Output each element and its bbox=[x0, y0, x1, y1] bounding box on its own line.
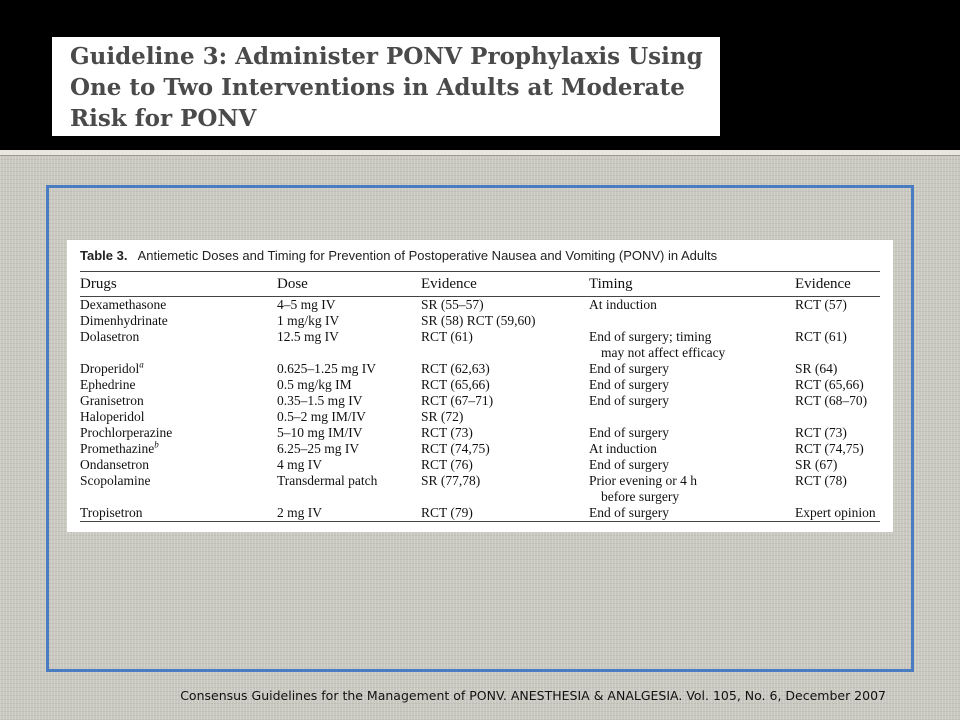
cell-drug bbox=[80, 329, 277, 361]
table-row bbox=[80, 409, 880, 425]
table-row bbox=[80, 505, 880, 522]
cell-timing bbox=[589, 393, 795, 409]
cell-dose: 0.5 mg/kg IM bbox=[277, 377, 352, 392]
cell-drug bbox=[80, 441, 277, 457]
band-divider bbox=[0, 150, 960, 156]
cell-drug bbox=[80, 377, 277, 393]
timing-text: End of surgery bbox=[589, 393, 669, 408]
drug-name: Scopolamine bbox=[80, 473, 151, 488]
heading-line-1: Guideline 3: Administer PONV Prophylaxis Using bbox=[70, 43, 703, 70]
cell-dose: 1 mg/kg IV bbox=[277, 313, 340, 328]
table-body bbox=[80, 297, 880, 522]
cell-timing bbox=[589, 441, 795, 457]
drug-name: Prochlorperazine bbox=[80, 425, 173, 440]
cell-evidence-dose: RCT (76) bbox=[421, 457, 473, 472]
cell-evidence-timing: RCT (65,66) bbox=[795, 377, 864, 392]
drug-name: Tropisetron bbox=[80, 505, 143, 520]
cell-drug bbox=[80, 313, 277, 329]
timing-text: At induction bbox=[589, 297, 657, 312]
cell-evidence-timing: RCT (68–70) bbox=[795, 393, 868, 408]
drug-name: Dexamethasone bbox=[80, 297, 167, 312]
table-image bbox=[67, 240, 893, 532]
cell-timing bbox=[589, 329, 795, 361]
footnote-marker: b bbox=[154, 439, 159, 450]
cell-evidence-dose: SR (55–57) bbox=[421, 297, 484, 312]
cell-drug bbox=[80, 361, 277, 377]
table-row bbox=[80, 329, 880, 361]
cell-timing bbox=[589, 457, 795, 473]
timing-text-continued: may not affect efficacy bbox=[601, 345, 726, 360]
cell-evidence-dose: RCT (74,75) bbox=[421, 441, 490, 456]
footnote-marker: a bbox=[139, 359, 144, 370]
cell-evidence-dose: RCT (61) bbox=[421, 329, 473, 344]
drug-name: Granisetron bbox=[80, 393, 144, 408]
cell-evidence-timing: RCT (57) bbox=[795, 297, 847, 312]
header-timing: Timing bbox=[589, 272, 795, 297]
table-row bbox=[80, 297, 880, 314]
cell-dose: 6.25–25 mg IV bbox=[277, 441, 360, 456]
cell-evidence-dose: RCT (73) bbox=[421, 425, 473, 440]
cell-evidence-timing bbox=[795, 313, 880, 329]
cell-evidence-timing bbox=[795, 409, 880, 425]
cell-dose: 4–5 mg IV bbox=[277, 297, 336, 312]
table-row bbox=[80, 457, 880, 473]
drug-name: Ondansetron bbox=[80, 457, 149, 472]
timing-text: End of surgery bbox=[589, 505, 669, 520]
drug-name: Dimenhydrinate bbox=[80, 313, 168, 328]
cell-drug bbox=[80, 457, 277, 473]
cell-evidence-dose: SR (58) RCT (59,60) bbox=[421, 313, 536, 328]
drug-name: Dolasetron bbox=[80, 329, 140, 344]
cell-evidence-timing: RCT (78) bbox=[795, 473, 847, 488]
cell-evidence-timing: RCT (74,75) bbox=[795, 441, 864, 456]
cell-drug bbox=[80, 297, 277, 314]
header-evidence-dose: Evidence bbox=[421, 272, 589, 297]
timing-text-continued: before surgery bbox=[601, 489, 680, 504]
table-row bbox=[80, 361, 880, 377]
citation-footer: Consensus Guidelines for the Management of PONV. ANESTHESIA & ANALGESIA. Vol. 105, No. 6, December 2007 bbox=[180, 688, 886, 703]
heading-line-2: One to Two Interventions in Adults at Moderate bbox=[70, 74, 685, 101]
table-row bbox=[80, 473, 880, 505]
cell-evidence-dose: SR (72) bbox=[421, 409, 464, 424]
cell-timing bbox=[589, 297, 795, 314]
table-row bbox=[80, 377, 880, 393]
drug-name: Ephedrine bbox=[80, 377, 136, 392]
timing-text: Prior evening or 4 h bbox=[589, 473, 697, 488]
cell-drug bbox=[80, 473, 277, 505]
cell-dose: 12.5 mg IV bbox=[277, 329, 339, 344]
cell-timing bbox=[589, 409, 795, 425]
header-evidence-timing: Evidence bbox=[795, 272, 880, 297]
table-header-row bbox=[80, 272, 880, 297]
timing-text: End of surgery bbox=[589, 377, 669, 392]
cell-drug bbox=[80, 505, 277, 522]
cell-evidence-dose: RCT (67–71) bbox=[421, 393, 494, 408]
cell-dose: 0.625–1.25 mg IV bbox=[277, 361, 376, 376]
cell-drug bbox=[80, 409, 277, 425]
cell-evidence-timing: RCT (61) bbox=[795, 329, 847, 344]
cell-timing bbox=[589, 377, 795, 393]
cell-evidence-dose: SR (77,78) bbox=[421, 473, 481, 488]
cell-evidence-dose: RCT (65,66) bbox=[421, 377, 490, 392]
cell-drug bbox=[80, 425, 277, 441]
cell-dose: 2 mg IV bbox=[277, 505, 421, 522]
cell-evidence-timing: SR (67) bbox=[795, 457, 838, 472]
cell-evidence-dose: RCT (62,63) bbox=[421, 361, 490, 376]
table-caption-text: Antiemetic Doses and Timing for Prevention of Postoperative Nausea and Vomiting (PONV) in Adults bbox=[137, 248, 718, 263]
cell-dose: 4 mg IV bbox=[277, 457, 322, 472]
table-row bbox=[80, 441, 880, 457]
table-row bbox=[80, 393, 880, 409]
header-drugs: Drugs bbox=[80, 272, 277, 297]
header-dose: Dose bbox=[277, 272, 421, 297]
cell-dose: 0.35–1.5 mg IV bbox=[277, 393, 363, 408]
drug-name: Haloperidol bbox=[80, 409, 145, 424]
table-row bbox=[80, 313, 880, 329]
guideline-heading-image bbox=[52, 37, 720, 136]
timing-text: End of surgery bbox=[589, 457, 669, 472]
cell-timing bbox=[589, 425, 795, 441]
cell-evidence-timing: RCT (73) bbox=[795, 425, 847, 440]
cell-evidence-dose: RCT (79) bbox=[421, 505, 589, 522]
cell-timing bbox=[589, 313, 795, 329]
table-caption-label: Table 3. bbox=[80, 248, 128, 263]
cell-evidence-timing: Expert opinion bbox=[795, 505, 880, 522]
table-row bbox=[80, 425, 880, 441]
table-caption bbox=[80, 247, 880, 271]
cell-timing bbox=[589, 361, 795, 377]
drug-name: Droperidol bbox=[80, 361, 140, 376]
cell-dose: 0.5–2 mg IM/IV bbox=[277, 409, 366, 424]
cell-dose: Transdermal patch bbox=[277, 473, 378, 488]
timing-text: End of surgery bbox=[589, 425, 669, 440]
cell-evidence-timing: SR (64) bbox=[795, 361, 838, 376]
timing-text: End of surgery bbox=[589, 361, 669, 376]
cell-drug bbox=[80, 393, 277, 409]
drug-name: Promethazine bbox=[80, 441, 155, 456]
antiemetic-table bbox=[80, 271, 880, 522]
cell-timing bbox=[589, 505, 795, 522]
cell-dose: 5–10 mg IM/IV bbox=[277, 425, 363, 440]
cell-timing bbox=[589, 473, 795, 505]
timing-text: End of surgery; timing bbox=[589, 329, 712, 344]
heading-line-3: Risk for PONV bbox=[70, 105, 257, 132]
timing-text: At induction bbox=[589, 441, 657, 456]
